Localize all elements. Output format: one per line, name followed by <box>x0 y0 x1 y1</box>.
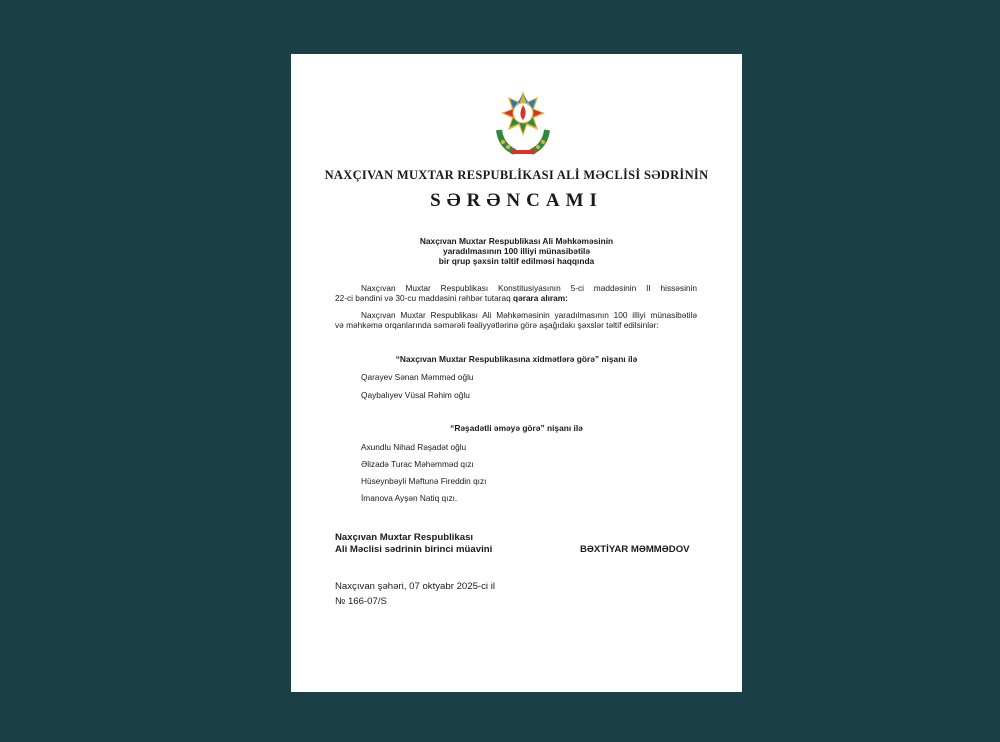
place-date: Naxçıvan şəhəri, 07 oktyabr 2025-ci il <box>335 581 495 592</box>
paragraph-line: Naxçıvan Muxtar Respublikası Ali Məhkəməsinin yaradılmasının 100 illiyi münasibətilə <box>361 310 697 320</box>
decree-number: № 166-07/S <box>335 596 387 607</box>
subject-line: Naxçıvan Muxtar Respublikası Ali Məhkəməsinin <box>419 236 614 246</box>
awardee-name: İmanova Ayşən Natiq qızı. <box>361 493 458 503</box>
awardee-name: Hüseynbəyli Məftunə Fireddin qızı <box>361 476 487 486</box>
subject-line: yaradılmasının 100 illiyi münasibətilə <box>442 246 591 256</box>
document-page <box>291 54 742 692</box>
subject-line: bir qrup şəxsin təltif edilməsi haqqında <box>438 256 595 266</box>
awardee-name: Qarayev Sənan Məmməd oğlu <box>361 372 474 382</box>
awardee-name: Əlizadə Turac Məhəmməd qızı <box>361 459 474 469</box>
decision-phrase: qərara alıram: <box>513 293 568 303</box>
document-subject <box>291 236 742 266</box>
award-title: “Rəşadətli əməyə görə” nişanı ilə <box>450 423 583 433</box>
position-line: Ali Məclisi sədrinin birinci müavini <box>335 544 493 555</box>
paragraph-line: Naxçıvan Muxtar Respublikası Konstitusiyasının 5-ci maddəsinin II hissəsinin <box>361 283 697 293</box>
preamble-paragraph <box>335 283 697 303</box>
document-title: SƏRƏNCAMI <box>430 190 603 211</box>
paragraph-text: 22-ci bəndini və 30-cu maddəsini rəhbər tutaraq <box>335 293 514 303</box>
place-date-block <box>335 579 495 609</box>
position-line: Naxçıvan Muxtar Respublikası <box>335 532 474 543</box>
signatory-position <box>335 532 492 556</box>
award-title: “Naxçıvan Muxtar Respublikasına xidmətlərə görə” nişanı ilə <box>395 354 638 364</box>
state-emblem-icon <box>491 88 555 158</box>
signatory-name: BƏXTİYAR MƏMMƏDOV <box>580 544 690 555</box>
paragraph-line <box>335 293 697 303</box>
document-heading: NAXÇIVAN MUXTAR RESPUBLİKASI ALİ MƏCLİSİ SƏDRİNİN <box>324 168 709 182</box>
awardee-name: Axundlu Nihad Rəşadət oğlu <box>361 442 467 452</box>
decree-paragraph <box>335 310 697 330</box>
paragraph-line: və məhkəmə orqanlarında səmərəli fəaliyyətlərinə görə aşağıdakı şəxslər təltif edilsinlər: <box>335 320 659 330</box>
awardee-name: Qaybalıyev Vüsal Rəhim oğlu <box>361 390 470 400</box>
